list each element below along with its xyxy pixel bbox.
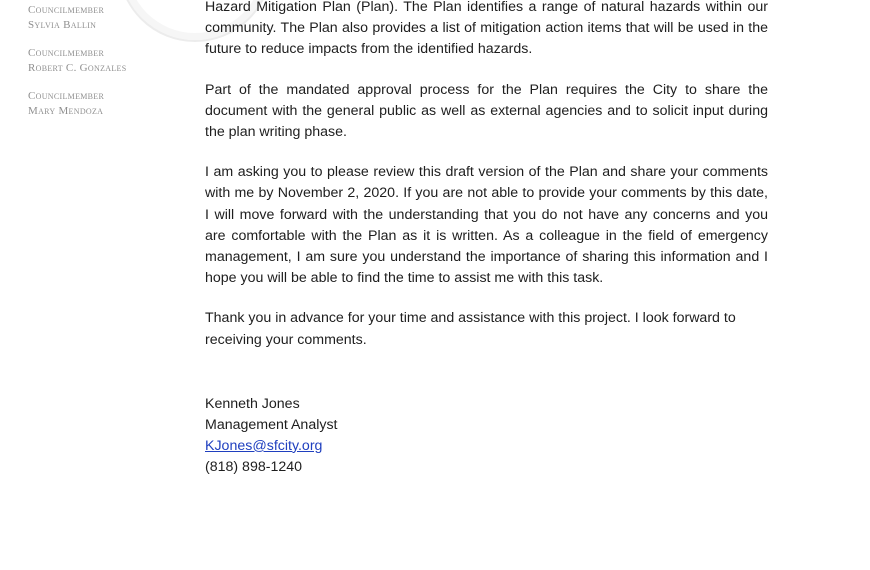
- member-name: Mary Mendoza: [28, 105, 104, 117]
- signer-title: Management Analyst: [205, 416, 338, 433]
- email-link[interactable]: KJones@sfcity.org: [205, 437, 323, 454]
- letter-paragraph: Part of the mandated approval process for the Plan requires the City to share the document with the general public as well as external agencies and to solicit input during the plan writing phase.: [205, 81, 768, 141]
- member-title: Councilmember: [28, 47, 105, 59]
- member-title: Councilmember: [28, 90, 105, 102]
- signer-email-line: [205, 436, 768, 457]
- letter-body: [205, 0, 768, 478]
- member-name: Sylvia Ballin: [28, 19, 97, 31]
- council-member: [28, 3, 168, 33]
- letter-paragraph: Thank you in advance for your time and assistance with this project. I look forward to receiving your comments.: [205, 310, 736, 348]
- council-sidebar: [28, 3, 168, 132]
- signature-block: [205, 394, 768, 478]
- council-member: [28, 89, 168, 119]
- letter-paragraph: Hazard Mitigation Plan (Plan). The Plan identifies a range of natural hazards within our community. The Plan also provides a list of mitigation action items that will be used in the future to reduce impacts from the identified hazards.: [205, 0, 768, 58]
- member-name: Robert C. Gonzales: [28, 62, 127, 74]
- member-title: Councilmember: [28, 4, 105, 16]
- council-member: [28, 46, 168, 76]
- signer-phone: (818) 898-1240: [205, 458, 303, 475]
- signer-name: Kenneth Jones: [205, 395, 300, 412]
- letter-paragraph: I am asking you to please review this draft version of the Plan and share your comments with me by November 2, 2020. If you are not able to provide your comments by this date, I will move forward with the understanding that you do not have any concerns and you are comfortable with the Plan as it is written. As a colleague in the field of emergency management, I am sure you understand the importance of sharing this information and I hope you will be able to find the time to assist me with this task.: [205, 164, 768, 287]
